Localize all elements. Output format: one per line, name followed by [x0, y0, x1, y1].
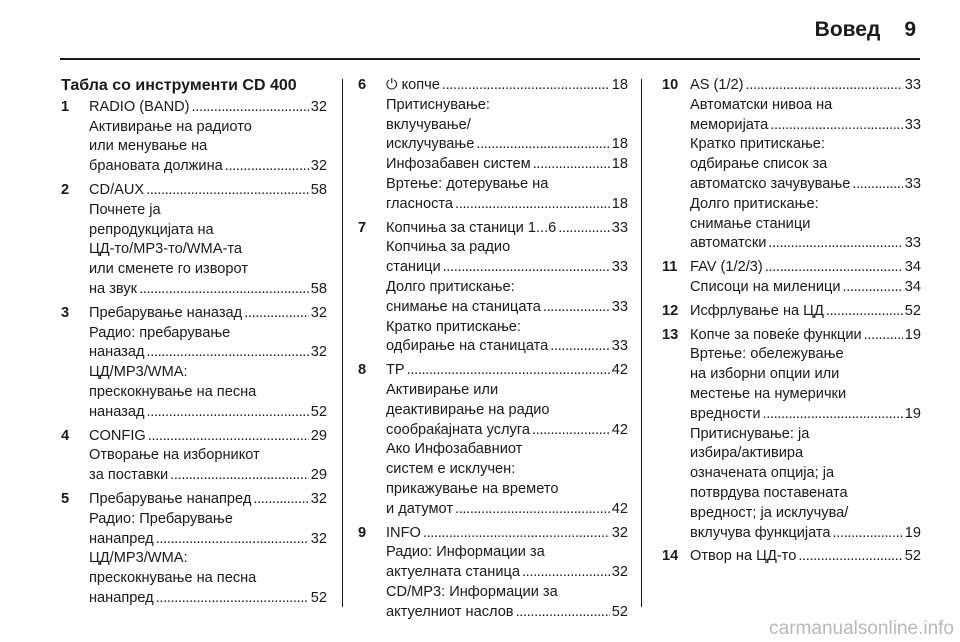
entry-line-with-page	[690, 326, 921, 346]
entry-text: нанапред	[89, 530, 154, 547]
entry-line-with-page	[89, 403, 327, 423]
entry-line-with-page	[386, 195, 628, 215]
dot-leader	[225, 157, 309, 177]
entry-text: Исфрлување на ЦД	[690, 302, 824, 319]
page-reference: 42	[611, 421, 628, 438]
page-reference: 32	[310, 530, 327, 547]
entry-text: Отвор на ЦД-то	[690, 548, 797, 565]
entry-text: наназад	[89, 403, 145, 420]
entry-line: репродукцијата на	[89, 221, 214, 238]
dot-leader	[532, 421, 610, 441]
dot-leader	[763, 405, 903, 425]
page-number: 9	[904, 18, 916, 41]
index-entry-7	[358, 219, 628, 358]
page-reference: 33	[611, 219, 628, 236]
entry-text: нанапред	[89, 589, 154, 606]
dot-leader	[765, 258, 903, 278]
entry-text: CONFIG	[89, 427, 146, 444]
page-header	[815, 18, 916, 42]
entry-number: 1	[61, 98, 70, 115]
page-reference: 58	[310, 280, 327, 297]
page-reference: 52	[611, 603, 628, 620]
entry-number: 11	[662, 259, 678, 276]
entry-line: прескокнување на песна	[89, 383, 257, 400]
entry-text: актуелниот наслов	[386, 603, 514, 620]
entry-text: Копчиња за станици 1...6	[386, 219, 557, 236]
entry-number: 2	[61, 181, 70, 198]
dot-leader	[156, 530, 309, 550]
index-entry-2	[61, 181, 327, 300]
watermark: carmanualsonline.info	[769, 618, 954, 639]
entry-number: 5	[61, 490, 70, 507]
entry-line-with-page	[690, 116, 921, 136]
entry-line-with-page	[386, 155, 628, 175]
entry-text: FAV (1/2/3)	[690, 259, 763, 276]
entry-line: Кратко притискање:	[386, 318, 521, 335]
entry-text: сообраќајната услуга	[386, 421, 530, 438]
entry-text: меморијата	[690, 116, 769, 133]
entry-line-with-page	[386, 563, 628, 583]
entry-text: Пребарување нанапред	[89, 490, 252, 507]
dot-leader	[407, 361, 610, 381]
dot-leader	[146, 181, 309, 201]
entry-line-with-page	[386, 361, 628, 381]
page-reference: 18	[611, 136, 628, 153]
entry-line: Вртење: дотерување на	[386, 175, 549, 192]
entry-number: 7	[358, 219, 367, 236]
entry-line-with-page	[386, 603, 628, 623]
entry-line: Автоматски нивоа на	[690, 96, 833, 113]
page-reference: 52	[310, 589, 327, 606]
page-reference: 18	[611, 77, 628, 93]
entry-line: Радио: Информации за	[386, 544, 545, 561]
page-reference: 33	[904, 235, 921, 252]
entry-line-with-page	[690, 302, 921, 322]
dot-leader	[442, 76, 610, 96]
dot-leader	[476, 135, 609, 155]
entry-line: прикажување на времето	[386, 480, 559, 497]
index-entry-5	[61, 490, 327, 609]
entry-text: актуелната станица	[386, 564, 520, 581]
entry-line: снимање станици	[690, 215, 811, 232]
entry-line-with-page	[386, 421, 628, 441]
column-2	[358, 76, 628, 627]
page-reference: 33	[611, 298, 628, 315]
page-reference: 33	[611, 259, 628, 276]
dot-leader	[558, 219, 609, 239]
index-entry-6	[358, 76, 628, 215]
dot-leader	[550, 337, 610, 357]
entry-text: автоматски	[690, 235, 767, 252]
entry-line: Вртење: обележување	[690, 346, 844, 363]
entry-text: станици	[386, 259, 441, 276]
entry-text: брановата должина	[89, 158, 223, 175]
entry-line: Почнете ја	[89, 201, 161, 218]
entry-line-with-page	[386, 219, 628, 239]
entry-line-with-page	[89, 427, 327, 447]
entry-text: Списоци на миленици	[690, 278, 841, 295]
entry-text: CD/AUX	[89, 181, 145, 198]
entry-line: Копчиња за радио	[386, 239, 511, 256]
index-entry-8	[358, 361, 628, 519]
entry-line: CD/MP3: Информации за	[386, 583, 558, 600]
dot-leader	[192, 98, 309, 118]
entry-line: Активирање или	[386, 381, 499, 398]
entry-text: AS (1/2)	[690, 77, 744, 93]
entry-number: 10	[662, 77, 679, 93]
index-entry-13	[662, 326, 921, 544]
entry-text: гласноста	[386, 195, 454, 212]
entry-line: прескокнување на песна	[89, 570, 257, 587]
entry-line-with-page	[386, 298, 628, 318]
entry-line-with-page	[89, 589, 327, 609]
dot-leader	[147, 403, 309, 423]
entry-line: вредност; ја исклучува/	[690, 504, 849, 521]
entry-line: означената опција; ја	[690, 465, 835, 482]
entry-line-with-page	[690, 76, 921, 96]
page-reference: 33	[904, 175, 921, 192]
dot-leader	[864, 326, 903, 346]
dot-leader	[522, 563, 610, 583]
page-reference: 18	[611, 156, 628, 173]
entry-line: потврдува поставената	[690, 484, 848, 501]
entry-text: на звук	[89, 280, 138, 297]
entry-line: или сменете го изворот	[89, 261, 249, 278]
page-reference: 34	[904, 259, 921, 276]
entry-line-with-page	[690, 258, 921, 278]
entry-line: Радио: пребарување	[89, 324, 231, 341]
page-reference: 19	[904, 326, 921, 343]
entry-number: 8	[358, 362, 367, 379]
page-reference: 33	[904, 116, 921, 133]
entry-number: 6	[358, 77, 367, 93]
entry-line: Активирање на радиото	[89, 118, 252, 135]
dot-leader	[516, 603, 610, 623]
entry-line: местење на нумерички	[690, 385, 847, 402]
dot-leader	[244, 304, 309, 324]
dot-leader	[852, 175, 902, 195]
entry-text: Пребарување наназад	[89, 304, 243, 321]
entry-line-with-page	[690, 234, 921, 254]
entry-line-with-page	[89, 466, 327, 486]
entry-line-with-page	[89, 490, 327, 510]
entry-line-with-page	[690, 524, 921, 544]
dot-leader	[455, 500, 610, 520]
index-entry-3	[61, 304, 327, 423]
entry-number: 12	[662, 302, 679, 319]
dot-leader	[423, 524, 610, 544]
dot-leader	[833, 524, 903, 544]
entry-text: наназад	[89, 344, 145, 361]
page-reference: 19	[904, 524, 921, 541]
index-entry-1	[61, 98, 327, 177]
page-reference: 42	[611, 500, 628, 517]
page-reference: 32	[310, 344, 327, 361]
dot-leader	[770, 116, 903, 136]
entry-line: деактивирање на радио	[386, 401, 550, 418]
entry-line: Кратко притискање:	[690, 136, 825, 153]
entry-text: за поставки	[89, 467, 169, 484]
entry-text: TP	[386, 362, 405, 379]
entry-line: избира/активира	[690, 445, 804, 462]
entry-line-with-page	[89, 98, 327, 118]
entry-text: Инфозабавен систем	[386, 156, 531, 173]
entry-text: исклучување	[386, 136, 475, 153]
page-reference: 29	[310, 467, 327, 484]
entry-text: Копче за повеќе функции	[690, 326, 862, 343]
dot-leader	[156, 589, 309, 609]
entry-line-with-page	[89, 530, 327, 550]
page-reference: 32	[310, 98, 327, 115]
entry-line-with-page	[386, 135, 628, 155]
dot-leader	[843, 278, 903, 298]
entry-line: на изборни опции или	[690, 366, 840, 383]
entry-line: ЦД/MP3/WMA:	[89, 550, 188, 567]
entry-line: Долго притискање:	[690, 195, 819, 212]
dot-leader	[253, 490, 308, 510]
page-reference: 52	[904, 302, 921, 319]
dot-leader	[746, 76, 903, 96]
entry-line-with-page	[386, 76, 628, 96]
dot-leader	[147, 343, 309, 363]
entry-text: снимање на станицата	[386, 298, 541, 315]
page-reference: 58	[310, 181, 327, 198]
page-reference: 18	[611, 195, 628, 212]
entry-line: Отворање на изборникот	[89, 447, 260, 464]
index-entry-12	[662, 302, 921, 322]
index-entry-11	[662, 258, 921, 298]
page-reference: 52	[904, 548, 921, 565]
index-entry-9	[358, 524, 628, 623]
entry-text: и датумот	[386, 500, 454, 517]
column-1	[61, 76, 327, 613]
entry-line-with-page	[690, 175, 921, 195]
section-title: Табла со инструменти CD 400	[61, 77, 297, 94]
page-reference: 32	[611, 524, 628, 541]
entry-line: систем е исклучен:	[386, 461, 516, 478]
entry-line: Притиснување: ја	[690, 425, 810, 442]
entry-line-with-page	[690, 278, 921, 298]
entry-text: автоматско зачувување	[690, 175, 851, 192]
dot-leader	[543, 298, 610, 318]
page-reference: 32	[310, 158, 327, 175]
entry-line-with-page	[89, 280, 327, 300]
entry-line-with-page	[386, 337, 628, 357]
entry-line-with-page	[89, 157, 327, 177]
page-reference: 52	[310, 403, 327, 420]
dot-leader	[139, 280, 309, 300]
entry-line: или менување на	[89, 138, 208, 155]
column-3	[662, 76, 921, 571]
entry-text: вклучува функцијата	[690, 524, 831, 541]
entry-line: одбирање список за	[690, 156, 828, 173]
entry-line: ЦД/MP3/WMA:	[89, 364, 188, 381]
entry-line: Ако Инфозабавниот	[386, 441, 523, 458]
header-rule	[60, 58, 920, 60]
index-entry-10	[662, 76, 921, 254]
page-reference: 42	[611, 362, 628, 379]
entry-text: RADIO (BAND)	[89, 98, 190, 115]
page-reference: 33	[611, 338, 628, 355]
page-reference: 33	[904, 77, 921, 93]
entry-text: INFO	[386, 524, 421, 541]
column-divider-2	[641, 79, 642, 607]
page-reference: 32	[611, 564, 628, 581]
entry-line-with-page	[89, 181, 327, 201]
entry-line-with-page	[386, 500, 628, 520]
entry-line: Радио: Пребарување	[89, 510, 233, 527]
index-entry-14	[662, 547, 921, 567]
page-reference: 29	[310, 427, 327, 444]
dot-leader	[170, 466, 309, 486]
entry-line-with-page	[386, 524, 628, 544]
header-title: Вовед	[814, 18, 881, 41]
dot-leader	[798, 547, 902, 567]
entry-number: 3	[61, 304, 70, 321]
dot-leader	[826, 302, 903, 322]
dot-leader	[533, 155, 610, 175]
entry-line-with-page	[386, 258, 628, 278]
entry-line: Притиснување:	[386, 96, 490, 113]
entry-line: вклучување/	[386, 116, 471, 133]
dot-leader	[455, 195, 610, 215]
page-reference: 32	[310, 490, 327, 507]
page-reference: 19	[904, 405, 921, 422]
column-divider-1	[342, 79, 343, 607]
index-entry-4	[61, 427, 327, 486]
entry-number: 9	[358, 524, 367, 541]
entry-line-with-page	[89, 304, 327, 324]
entry-text: ⏻ копче	[386, 77, 440, 93]
entry-line: Долго притискање:	[386, 278, 515, 295]
dot-leader	[148, 427, 309, 447]
entry-number: 14	[662, 548, 679, 565]
page-reference: 32	[310, 304, 327, 321]
dot-leader	[443, 258, 610, 278]
dot-leader	[768, 234, 902, 254]
entry-text: одбирање на станицата	[386, 338, 549, 355]
entry-number: 13	[662, 326, 679, 343]
entry-line-with-page	[690, 405, 921, 425]
entry-line: ЦД-то/MP3-то/WMA-та	[89, 241, 242, 258]
entry-line-with-page	[690, 547, 921, 567]
page-reference: 34	[904, 278, 921, 295]
entry-line-with-page	[89, 343, 327, 363]
entry-text: вредности	[690, 405, 761, 422]
entry-number: 4	[61, 427, 70, 444]
